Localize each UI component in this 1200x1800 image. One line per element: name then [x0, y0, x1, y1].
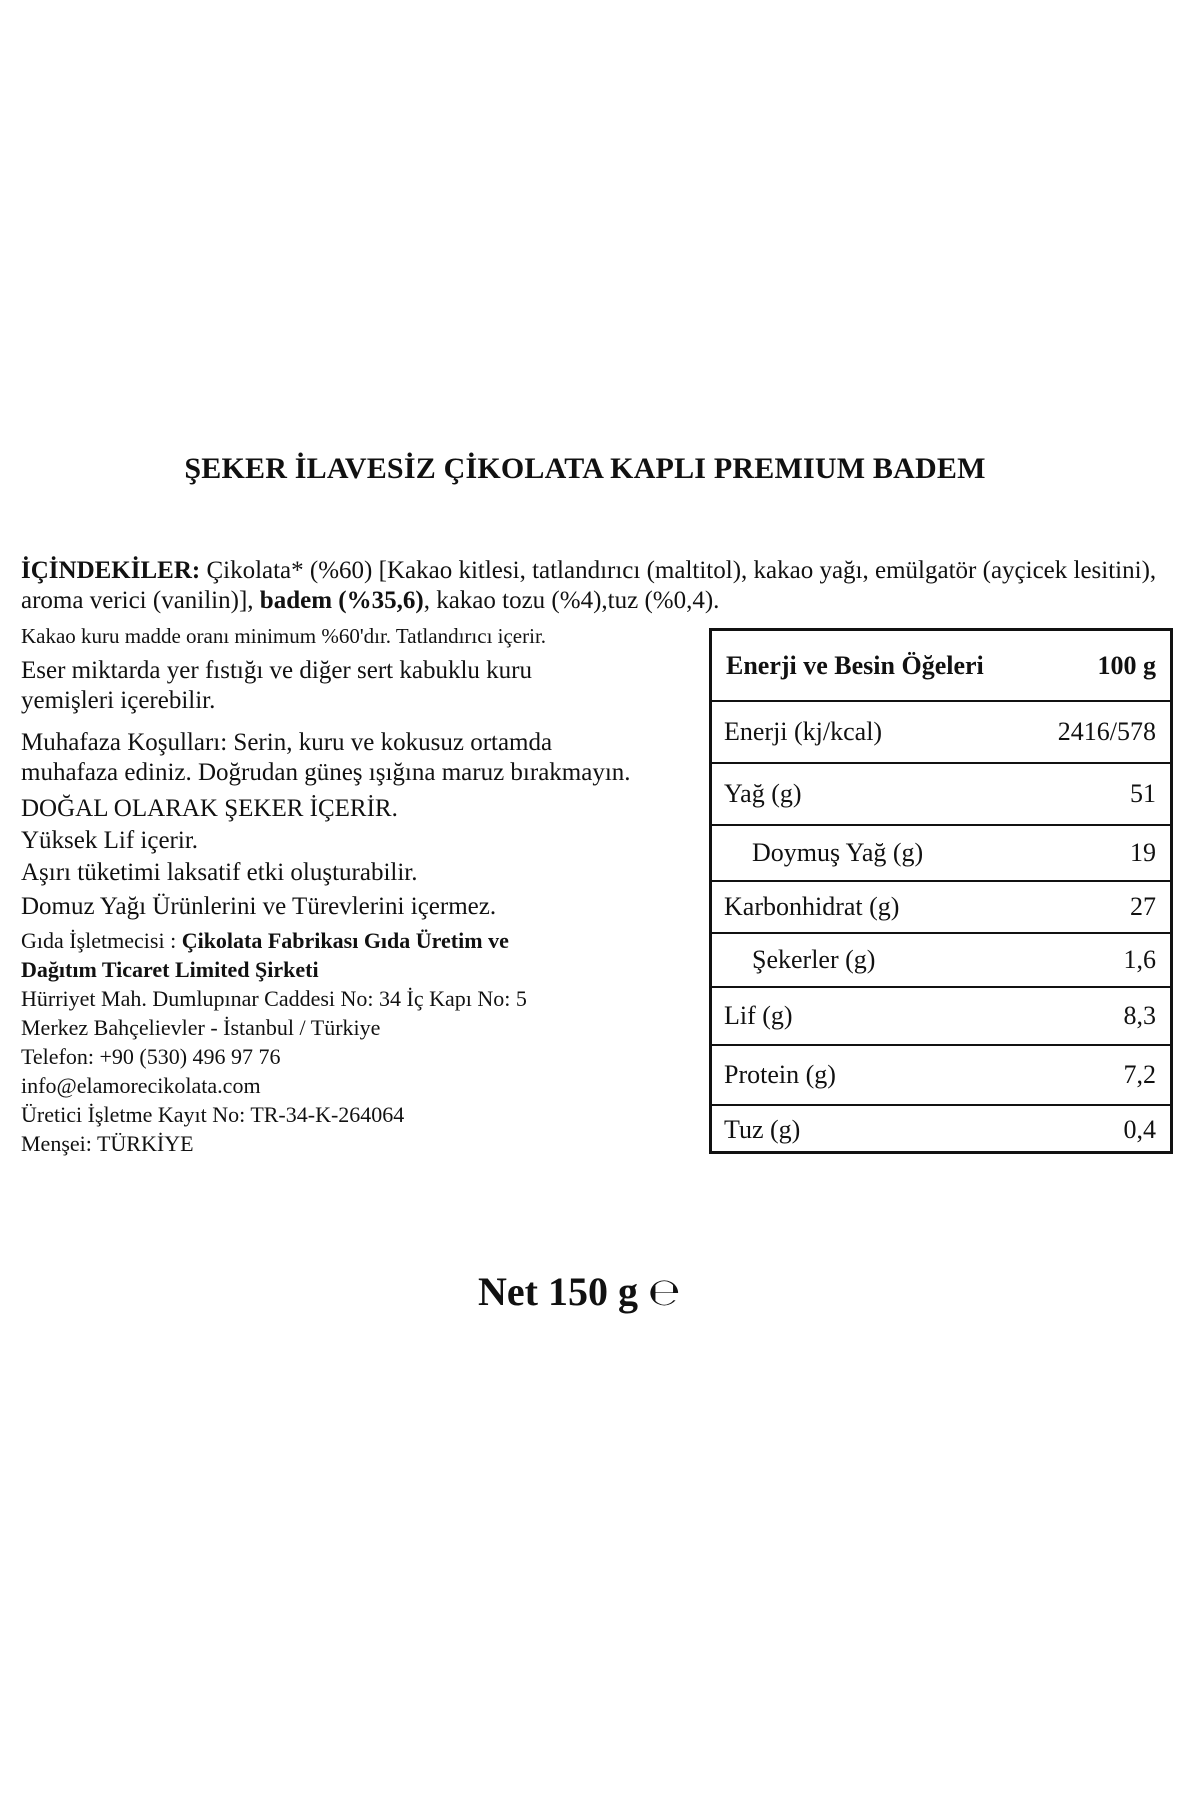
- food-operator-label: Gıda İşletmecisi :: [21, 928, 182, 953]
- table-row: [712, 1045, 1170, 1105]
- ingredients-text: Çikolata* (%60) [Kakao kitlesi, tatlandırıcı (maltitol), kakao yağı, emülgatör (ayçicek lesitini), aroma verici (vanilin)],: [21, 557, 1157, 614]
- nutrient-value: 0,4: [1123, 1114, 1156, 1144]
- nutrient-value: 19: [1031, 825, 1170, 881]
- storage-note-line-2: muhafaza ediniz. Doğrudan güneş ışığına maruz bırakmayın.: [21, 759, 631, 786]
- estimated-sign-icon: ℮: [647, 1270, 681, 1314]
- company-address-line-1: Hürriyet Mah. Dumlupınar Caddesi No: 34 İç Kapı No: 5: [21, 986, 527, 1011]
- storage-note-line-1: Muhafaza Koşulları: Serin, kuru ve kokusuz ortamda: [21, 729, 553, 756]
- table-row: [712, 763, 1170, 825]
- nutrient-label: Tuz (g): [724, 1114, 801, 1144]
- nutrient-label: Yağ (g): [712, 763, 1031, 825]
- table-row: [712, 825, 1170, 881]
- fiber-note: Yüksek Lif içerir.: [21, 827, 199, 854]
- nutrient-label: Enerji (kj/kcal): [712, 701, 1031, 763]
- nutrient-label: Karbonhidrat (g): [712, 881, 1031, 933]
- label-info-column: [21, 622, 711, 1158]
- nutrient-value: 1,6: [1031, 933, 1170, 987]
- nutrition-header-label: Enerji ve Besin Öğeleri: [712, 631, 1031, 701]
- nutrient-value: 8,3: [1031, 987, 1170, 1045]
- nutrient-value: 2416/578: [1031, 701, 1170, 763]
- nutrient-label: Lif (g): [712, 987, 1031, 1045]
- ingredients-label: İÇİNDEKİLER:: [21, 557, 201, 584]
- nutrient-label: Şekerler (g): [712, 933, 1031, 987]
- food-operator-line: [21, 926, 711, 955]
- nutrient-value: 7,2: [1031, 1045, 1170, 1105]
- company-name-line-1: Çikolata Fabrikası Gıda Üretim ve: [181, 928, 509, 953]
- table-row: [712, 933, 1170, 987]
- nutrition-header-value: 100 g: [1031, 631, 1170, 701]
- natural-sugar-note: DOĞAL OLARAK ŞEKER İÇERİR.: [21, 795, 398, 822]
- nutrient-value: 27: [1031, 881, 1170, 933]
- nutrient-value: 51: [1031, 763, 1170, 825]
- pork-free-note: Domuz Yağı Ürünlerini ve Türevlerini içermez.: [21, 893, 497, 920]
- net-weight: [478, 1268, 680, 1315]
- allergen-note-line-1: Eser miktarda yer fıstığı ve diğer sert kabuklu kuru: [21, 657, 532, 684]
- nutrition-table: [709, 628, 1173, 1154]
- nutrient-label: Protein (g): [712, 1045, 1031, 1105]
- company-phone: Telefon: +90 (530) 496 97 76: [21, 1044, 281, 1069]
- allergen-note-line-2: yemişleri içerebilir.: [21, 687, 216, 714]
- ingredients-paragraph: [21, 556, 1171, 616]
- table-row: [712, 881, 1170, 933]
- company-name-line-2: Dağıtım Ticaret Limited Şirketi: [21, 957, 319, 982]
- nutrient-label: Doymuş Yağ (g): [712, 825, 1031, 881]
- almond-percentage: badem (%35,6): [259, 587, 424, 614]
- table-row: [712, 987, 1170, 1045]
- table-row: [712, 1105, 1170, 1153]
- country-of-origin: Menşei: TÜRKİYE: [21, 1131, 194, 1156]
- registration-number: Üretici İşletme Kayıt No: TR-34-K-264064: [21, 1102, 405, 1127]
- table-row: [712, 701, 1170, 763]
- cocoa-content-note: Kakao kuru madde oranı minimum %60'dır. Tatlandırıcı içerir.: [21, 624, 547, 648]
- laxative-note: Aşırı tüketimi laksatif etki oluşturabilir.: [21, 859, 418, 886]
- company-email: info@elamorecikolata.com: [21, 1073, 261, 1098]
- company-address-line-2: Merkez Bahçelievler - İstanbul / Türkiye: [21, 1015, 381, 1040]
- product-title: ŞEKER İLAVESİZ ÇİKOLATA KAPLI PREMIUM BADEM: [184, 452, 986, 485]
- ingredients-text-end: , kakao tozu (%4),tuz (%0,4).: [423, 587, 720, 614]
- net-weight-text: Net 150 g: [478, 1269, 638, 1314]
